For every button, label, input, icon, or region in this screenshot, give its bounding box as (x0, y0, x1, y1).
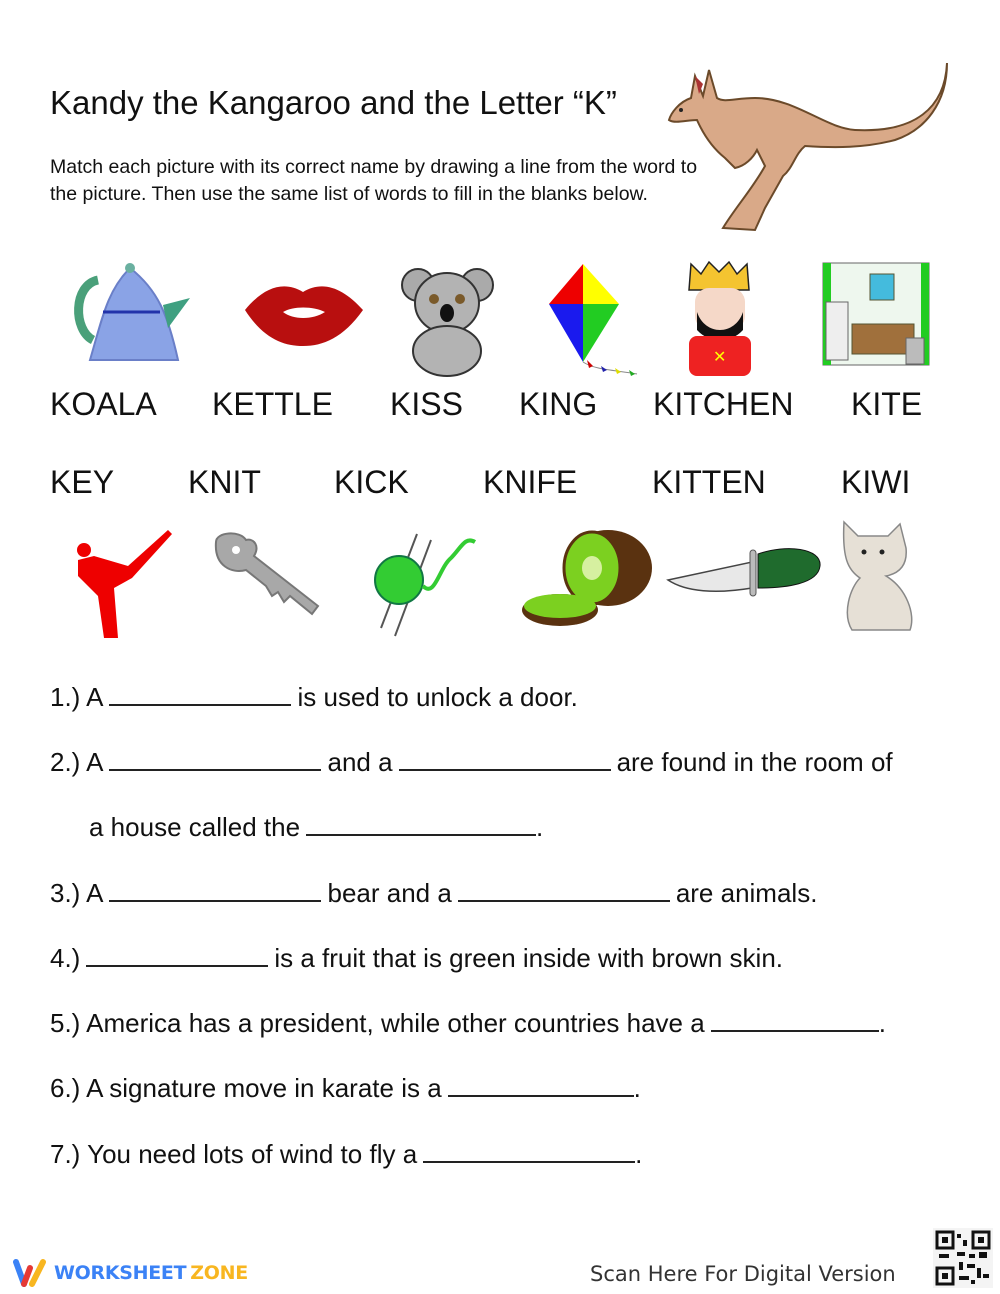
word-kitten: KITTEN (652, 464, 766, 500)
word-knife: KNIFE (483, 464, 578, 500)
worksheet-zone-logo[interactable]: WORKSHEET ZONE (12, 1258, 248, 1288)
question-2-continued: a house called the . (89, 812, 544, 842)
kitchen-icon (822, 262, 930, 366)
question-5: 5.) America has a president, while other countries have a . (50, 1008, 886, 1038)
question-number: 7.) (50, 1139, 81, 1169)
knitting-yarn-icon (365, 528, 480, 640)
instructions: Match each picture with its correct name by drawing a line from the word to the picture. Then use the same list of words to fill in the blanks below. (50, 156, 698, 205)
question-number: 3.) (50, 878, 81, 908)
word-kite: KITE (851, 386, 923, 422)
question-number: 4.) (50, 943, 81, 973)
question-1: 1.) A is used to unlock a door. (50, 682, 578, 712)
word-knit: KNIT (188, 464, 261, 500)
word-kick: KICK (334, 464, 409, 500)
question-7: 7.) You need lots of wind to fly a . (50, 1139, 643, 1169)
word-king: KING (519, 386, 598, 422)
question-number: 1.) (50, 682, 81, 712)
question-2: 2.) A and a are found in the room of (50, 747, 893, 777)
scan-digital-version-text: Scan Here For Digital Version (590, 1262, 896, 1286)
kiwi-fruit-icon (520, 526, 654, 628)
page-title: Kandy the Kangaroo and the Letter “K” (50, 84, 617, 121)
word-kettle: KETTLE (212, 386, 333, 422)
qr-code-icon[interactable] (933, 1228, 993, 1288)
question-3: 3.) A bear and a are animals. (50, 878, 818, 908)
question-number: 2.) (50, 747, 81, 777)
answer-blank[interactable] (458, 878, 670, 902)
answer-blank[interactable] (448, 1073, 634, 1097)
logo-w-icon (12, 1258, 48, 1288)
word-key: KEY (50, 464, 115, 500)
answer-blank[interactable] (109, 682, 291, 706)
key-icon (210, 530, 322, 616)
answer-blank[interactable] (711, 1008, 879, 1032)
answer-blank[interactable] (306, 812, 536, 836)
word-kitchen: KITCHEN (653, 386, 794, 422)
word-kiwi: KIWI (841, 464, 911, 500)
karate-kick-icon (68, 526, 173, 640)
knife-icon (666, 544, 824, 600)
kitten-icon (836, 518, 926, 636)
answer-blank[interactable] (109, 878, 321, 902)
question-number: 6.) (50, 1073, 81, 1103)
svg-text:✕: ✕ (713, 347, 727, 366)
lips-kiss-icon (243, 278, 365, 348)
word-koala: KOALA (50, 386, 157, 422)
kangaroo-illustration (665, 58, 955, 238)
koala-icon (400, 263, 495, 378)
kettle-icon (68, 260, 193, 370)
word-kiss: KISS (390, 386, 463, 422)
question-4: 4.) is a fruit that is green inside with brown skin. (50, 943, 784, 973)
answer-blank[interactable] (423, 1139, 635, 1163)
kite-icon (545, 262, 645, 380)
answer-blank[interactable] (109, 747, 321, 771)
question-6: 6.) A signature move in karate is a . (50, 1073, 641, 1103)
king-icon (685, 260, 755, 376)
answer-blank[interactable] (86, 943, 268, 967)
answer-blank[interactable] (399, 747, 611, 771)
question-number: 5.) (50, 1008, 81, 1038)
